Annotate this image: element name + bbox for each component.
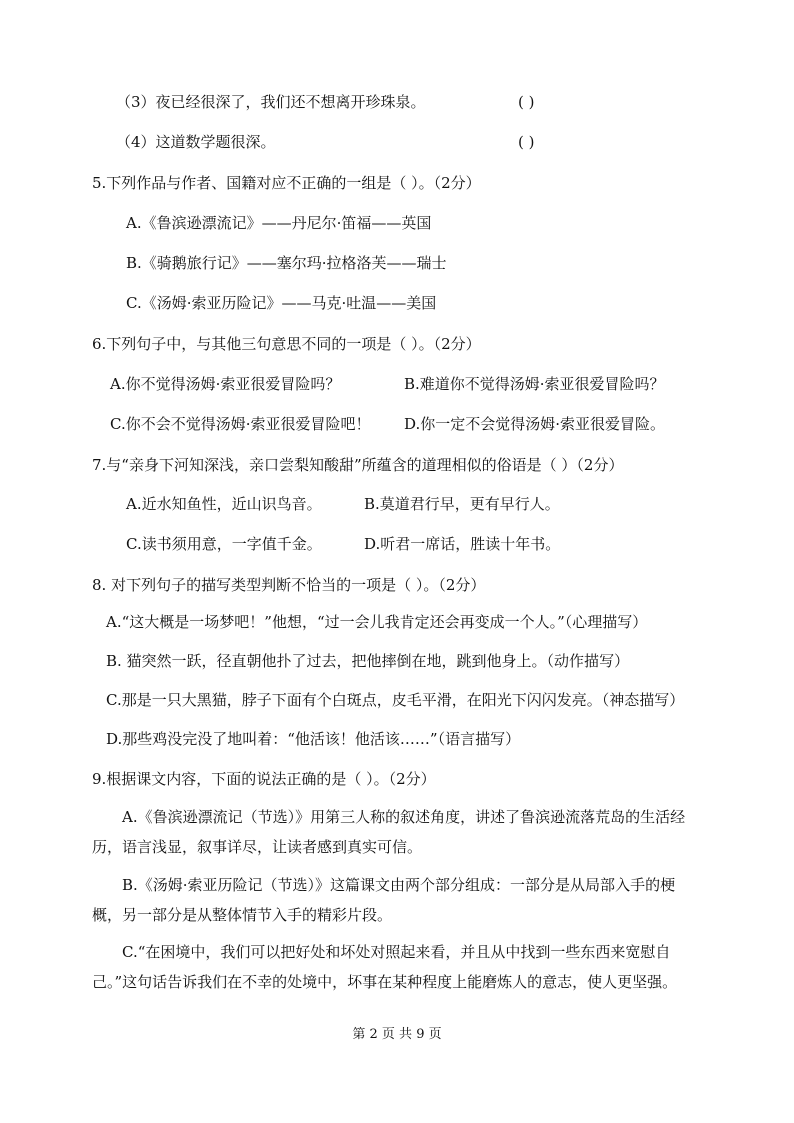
question-6-option-b: B.难道你不觉得汤姆·索亚很爱冒险吗？ [404, 375, 665, 393]
question-6: 6.下列句子中，与其他三句意思不同的一项是（ ）。（2分） [92, 335, 481, 353]
question-4-item-4: （4）这道数学题很深。 [116, 133, 276, 151]
question-8-option-c: C.那是一只大黑猫，脖子下面有个白斑点，皮毛平滑，在阳光下闪闪发亮。（神态描写） [106, 691, 685, 709]
page-number-footer: 第 2 页 共 9 页 [352, 1027, 442, 1042]
answer-blank-4-4[interactable]: ( ) [518, 133, 535, 151]
question-7-option-a: A.近水知鱼性，近山识鸟音。 [126, 495, 322, 513]
question-9: 9.根据课文内容，下面的说法正确的是（ ）。（2分） [92, 770, 436, 788]
question-5-option-b: B.《骑鹅旅行记》——塞尔玛·拉格洛芙——瑞士 [126, 254, 447, 272]
question-9-option-c: C.“在困境中，我们可以把好处和坏处对照起来看，并且从中找到一些东西来宽慰自己。”这句话告诉我们在不幸的处境中，坏事在某种程度上能磨炼人的意志，使人更坚强。 [92, 943, 678, 991]
question-7-option-c: C.读书须用意，一字值千金。 [126, 535, 322, 553]
question-6-option-d: D.你一定不会觉得汤姆·索亚很爱冒险。 [404, 415, 666, 433]
answer-blank-4-3[interactable]: ( ) [518, 93, 535, 111]
question-9-option-a: A.《鲁滨逊漂流记（节选）》用第三人称的叙述角度，讲述了鲁滨逊流落荒岛的生活经历，语言浅显，叙事详尽，让读者感到真实可信。 [92, 808, 686, 856]
question-6-option-c: C.你不会不觉得汤姆·索亚很爱冒险吧！ [110, 415, 371, 433]
question-8-option-a: A.“这大概是一场梦吧！”他想，“过一会儿我肯定还会再变成一个人。”（心理描写） [106, 613, 648, 631]
question-8-option-d: D.那些鸡没完没了地叫着：“他活该！他活该……”（语言描写） [106, 730, 521, 748]
question-7: 7.与“亲身下河知深浅，亲口尝梨知酸甜”所蕴含的道理相似的俗语是（ ）（2分） [92, 456, 624, 474]
question-7-option-d: D.听君一席话，胜读十年书。 [364, 535, 561, 553]
question-4-item-3: （3）夜已经很深了，我们还不想离开珍珠泉。 [116, 93, 426, 111]
question-6-option-a: A.你不觉得汤姆·索亚很爱冒险吗？ [110, 375, 341, 393]
question-8-option-b: B. 猫突然一跃，径直朝他扑了过去，把他摔倒在地，跳到他身上。（动作描写） [106, 652, 630, 670]
question-7-option-b: B.莫道君行早，更有早行人。 [364, 495, 560, 513]
question-5-option-c: C.《汤姆·索亚历险记》——马克·吐温——美国 [126, 294, 437, 312]
question-5: 5.下列作品与作者、国籍对应不正确的一组是（ ）。（2分） [92, 174, 481, 192]
question-8: 8. 对下列句子的描写类型判断不恰当的一项是（ ）。（2分） [92, 576, 486, 594]
question-9-option-b: B.《汤姆·索亚历险记（节选）》这篇课文由两个部分组成：一部分是从局部入手的梗概，另一部分是从整体情节入手的精彩片段。 [92, 876, 676, 924]
question-5-option-a: A.《鲁滨逊漂流记》——丹尼尔·笛福——英国 [126, 214, 432, 232]
